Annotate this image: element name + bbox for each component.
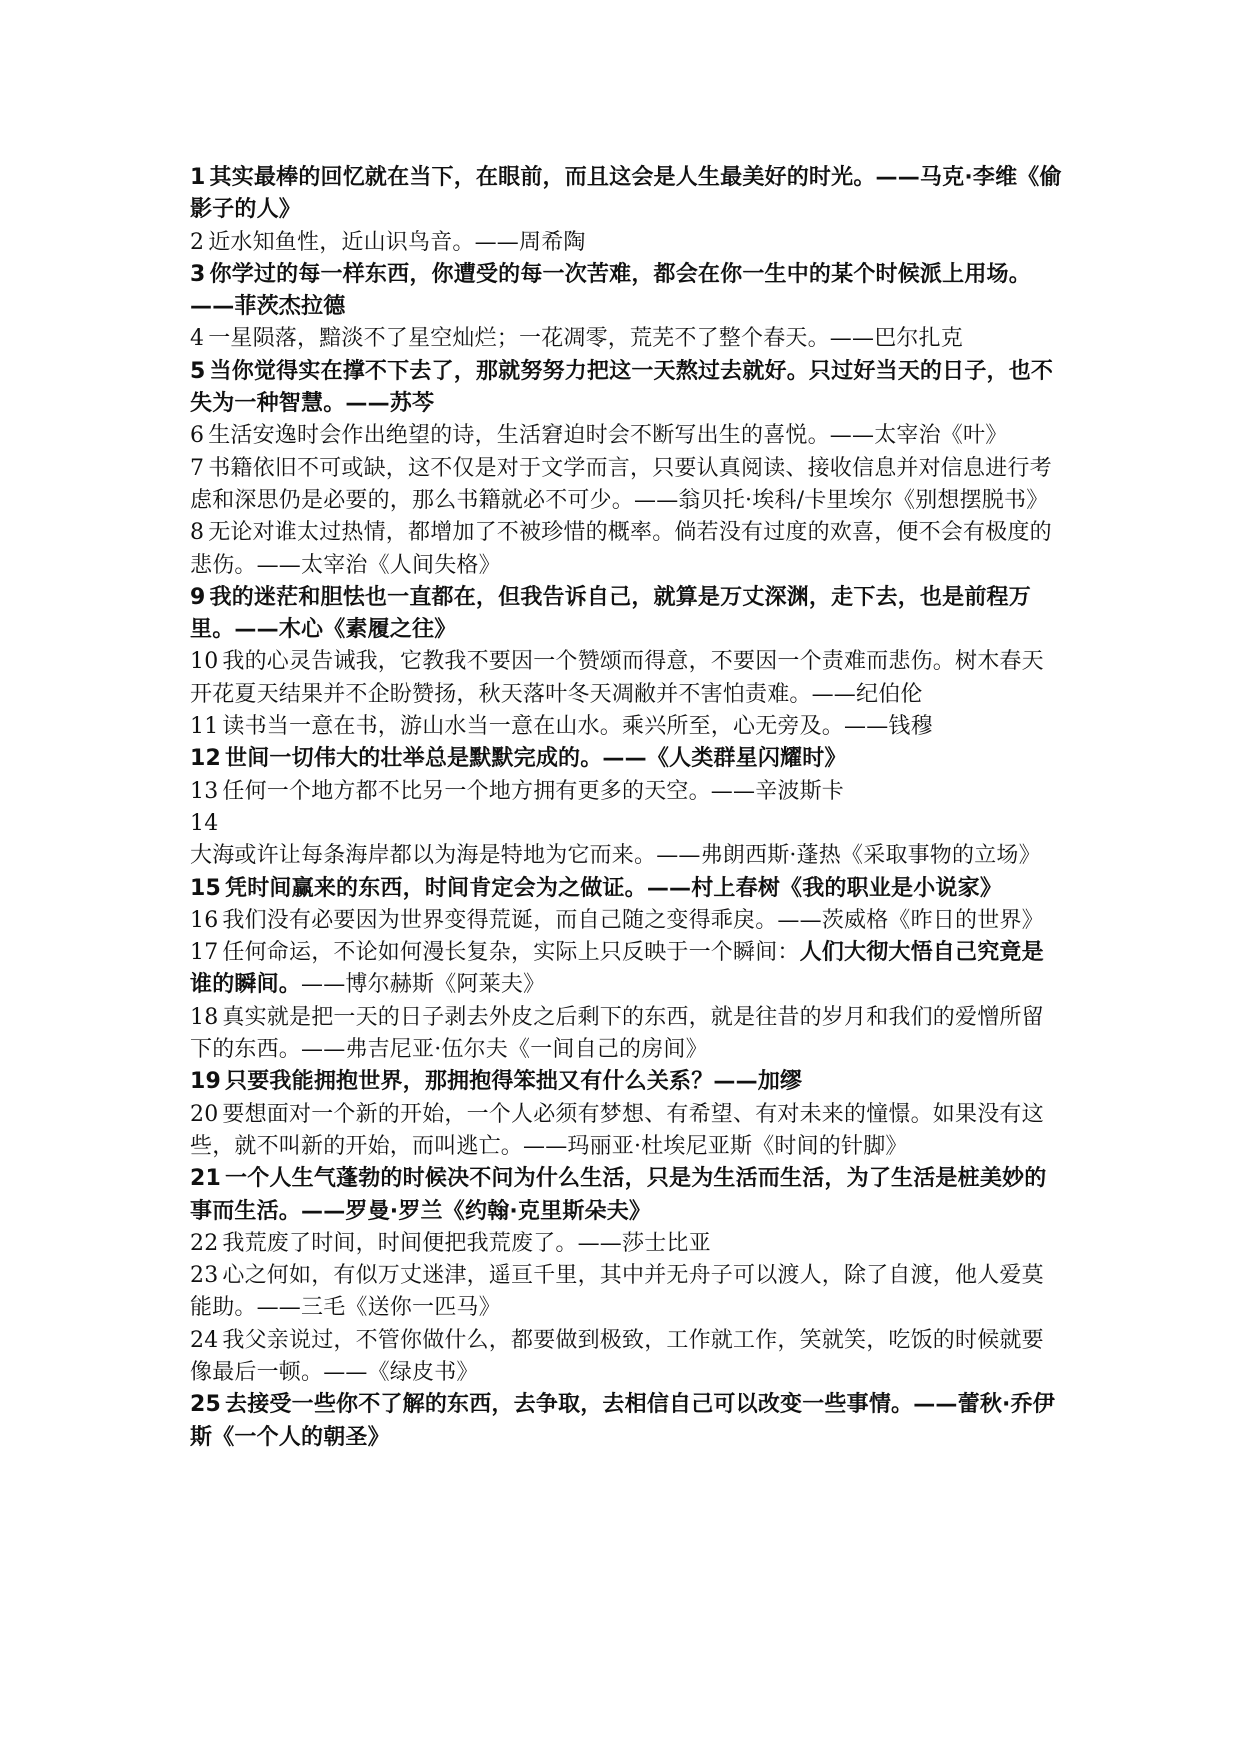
quote-number: 1 [190,165,206,190]
quote-number: 18 [190,1004,219,1030]
quote-text: 大海或许让每条海岸都以为海是特地为它而来。——弗朗西斯·蓬热《采取事物的立场》 [190,843,1041,869]
quote-item [190,582,1065,647]
quote-number: 21 [190,1166,222,1192]
quote-number: 15 [190,875,222,901]
quote-list [190,162,1065,1454]
quote-number: 4 [190,326,205,352]
quote-text: 要想面对一个新的开始，一个人必须有梦想、有希望、有对未来的憧憬。如果没有这些，就不叫新的开始，而叫逃亡。——玛丽亚·杜埃尼亚斯《时间的针脚》 [190,1101,1044,1159]
quote-number: 3 [190,261,206,287]
quote-text: 世间一切伟大的壮举总是默默完成的。——《人类群星闪耀时》 [225,746,847,772]
quote-number: 12 [190,746,222,772]
quote-item [190,873,1065,905]
quote-item [190,1228,1065,1260]
quote-number: 5 [190,358,206,384]
quote-number: 14 [190,810,219,836]
quote-number: 25 [190,1392,222,1418]
quote-text: 我的心灵告诫我，它教我不要因一个赞颂而得意，不要因一个责难而悲伤。树木春天开花夏天结果并不企盼赞扬，秋天落叶冬天凋敝并不害怕责难。——纪伯伦 [190,649,1044,707]
quote-number: 11 [190,714,219,740]
quote-item [190,743,1065,775]
quote-text: 心之何如，有似万丈迷津，遥亘千里，其中并无舟子可以渡人，除了自渡，他人爱莫能助。——三毛《送你一匹马》 [190,1263,1044,1321]
quote-text: 任何一个地方都不比另一个地方拥有更多的天空。——辛波斯卡 [222,778,845,804]
quote-text: 凭时间赢来的东西，时间肯定会为之做证。——村上春树《我的职业是小说家》 [225,875,1003,901]
quote-number: 24 [190,1327,219,1353]
quote-text: 生活安逸时会作出绝望的诗，生活窘迫时会不断写出生的喜悦。——太宰治《叶》 [208,423,1008,449]
quote-text: 一星陨落，黯淡不了星空灿烂；一花凋零，荒芜不了整个春天。——巴尔扎克 [208,326,964,352]
quote-number: 9 [190,584,206,610]
quote-text: 我荒废了时间，时间便把我荒废了。——莎士比亚 [222,1230,711,1256]
quote-item [190,1389,1065,1454]
quote-item [190,517,1065,582]
quote-item [190,711,1065,743]
quote-item [190,162,1065,227]
quote-number: 6 [190,423,205,449]
quote-number: 20 [190,1101,219,1127]
quote-item [190,1002,1065,1067]
quote-text: 任何命运，不论如何漫长复杂，实际上只反映于一个瞬间： [222,940,800,966]
quote-number: 22 [190,1230,219,1256]
quote-text: 去接受一些你不了解的东西，去争取，去相信自己可以改变一些事情。——蕾秋·乔伊斯《一个人的朝圣》 [190,1392,1055,1450]
quote-emphasis: 人们大彻大悟自己究竟是谁的瞬间。 [190,940,1044,998]
quote-item [190,420,1065,452]
quote-text: 你学过的每一样东西，你遭受的每一次苦难，都会在你一生中的某个时候派上用场。——菲茨杰拉德 [190,261,1031,320]
quote-number: 17 [190,940,219,966]
quote-number: 13 [190,778,219,804]
quote-text: 当你觉得实在撑不下去了，那就努努力把这一天熬过去就好。只过好当天的日子，也不失为一种智慧。——苏芩 [190,358,1054,417]
quote-text: 我父亲说过，不管你做什么，都要做到极致，工作就工作，笑就笑，吃饭的时候就要像最后一顿。——《绿皮书》 [190,1327,1044,1385]
quote-number: 16 [190,907,219,933]
quote-text: 书籍依旧不可或缺，这不仅是对于文学而言，只要认真阅读、接收信息并对信息进行考虑和深思仍是必要的，那么书籍就必不可少。——翁贝托·埃科/卡里埃尔《别想摆脱书》 [190,455,1052,513]
quote-item [190,259,1065,324]
quote-item [190,227,1065,259]
quote-number: 23 [190,1263,219,1289]
quote-text: 我们没有必要因为世界变得荒诞，而自己随之变得乖戾。——茨威格《昨日的世界》 [222,907,1044,933]
quote-item [190,1325,1065,1390]
quote-text: 一个人生气蓬勃的时候决不问为什么生活，只是为生活而生活，为了生活是桩美妙的事而生活。——罗曼·罗兰《约翰·克里斯朵夫》 [190,1166,1047,1224]
quote-item [190,356,1065,421]
quote-number: 7 [190,455,205,481]
quote-text: 近水知鱼性，近山识鸟音。——周希陶 [208,229,586,255]
quote-text: 其实最棒的回忆就在当下，在眼前，而且这会是人生最美好的时光。——马克·李维《偷影子的人》 [190,165,1062,223]
quote-item [190,937,1065,1002]
quote-text: 只要我能拥抱世界，那拥抱得笨拙又有什么关系？——加缪 [225,1069,803,1095]
quote-number: 2 [190,229,205,255]
quote-text: 读书当一意在书，游山水当一意在山水。乘兴所至，心无旁及。——钱穆 [222,714,933,740]
quote-item [190,905,1065,937]
quote-text: 我的迷茫和胆怯也一直都在，但我告诉自己，就算是万丈深渊，走下去，也是前程万里。——木心《素履之往》 [190,584,1031,643]
quote-attribution: ——博尔赫斯《阿莱夫》 [301,972,546,998]
quote-item [190,1163,1065,1228]
quote-number: 10 [190,649,219,675]
quote-text: 真实就是把一天的日子剥去外皮之后剩下的东西，就是往昔的岁月和我们的爱憎所留下的东西。——弗吉尼亚·伍尔夫《一间自己的房间》 [190,1004,1044,1063]
quote-item [190,1066,1065,1098]
quote-item [190,646,1065,711]
quote-item [190,1260,1065,1325]
quote-item [190,453,1065,518]
quote-item [190,808,1065,873]
quote-item [190,776,1065,808]
quote-number: 19 [190,1069,222,1095]
quote-text: 无论对谁太过热情，都增加了不被珍惜的概率。倘若没有过度的欢喜，便不会有极度的悲伤。——太宰治《人间失格》 [190,520,1052,578]
quote-number: 8 [190,520,205,546]
quote-item [190,1099,1065,1164]
quote-item [190,323,1065,355]
